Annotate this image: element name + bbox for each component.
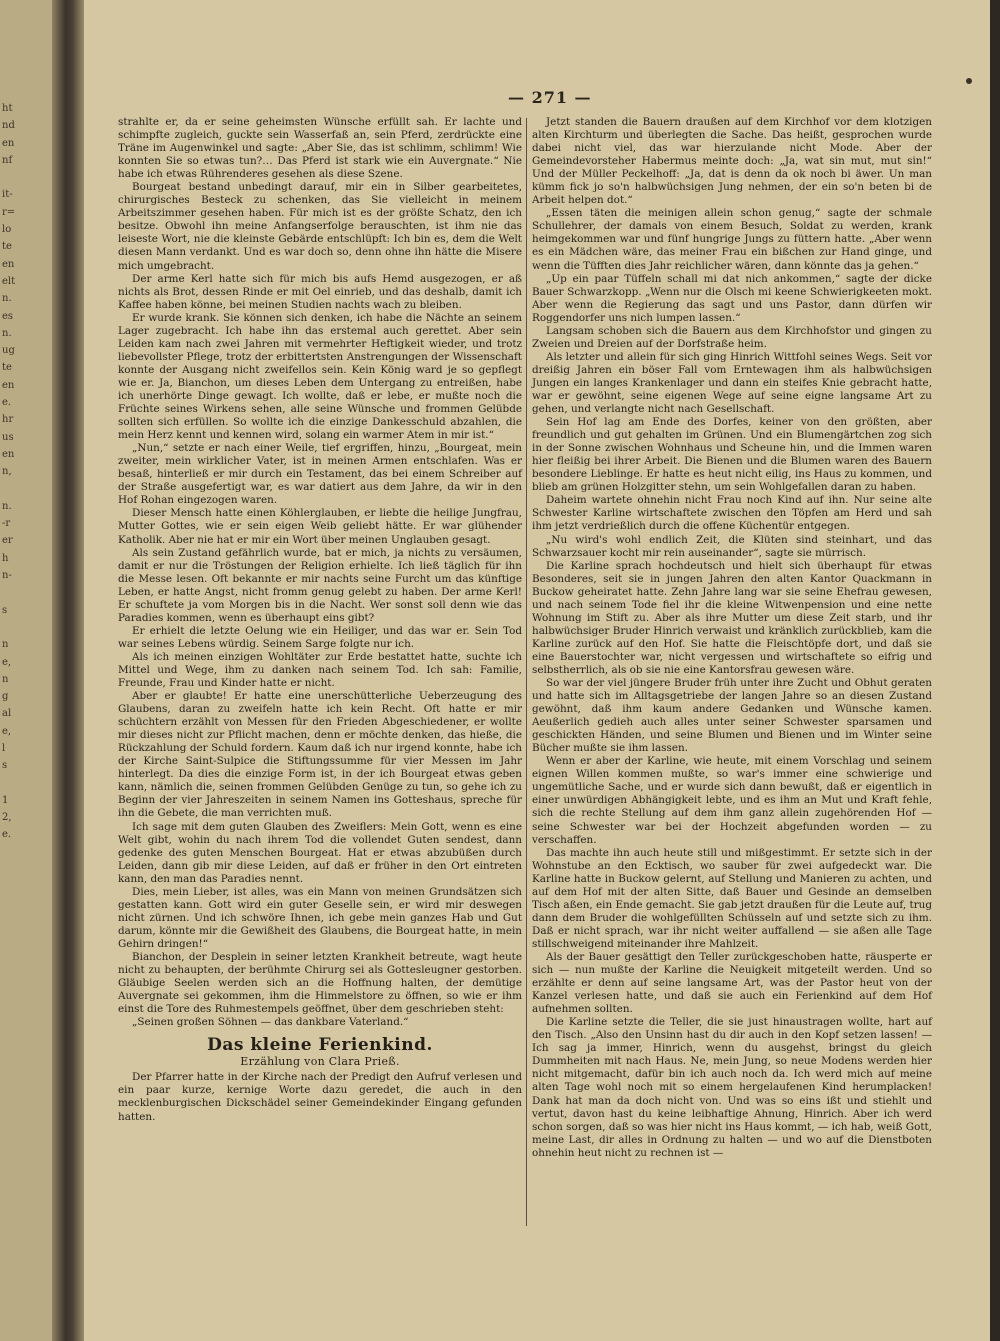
facing-page-edge <box>0 0 58 1341</box>
paragraph: Dies, mein Lieber, ist alles, was ein Mann von meinen Grundsätzen sich gestatten kann. Gott wird ein guter Geselle sein, er wird mir deswegen nicht zürnen. Und ich schwöre Ihnen, ich gebe mein ganzes Hab und Gut darum, könnte mir die Gewißheit des Glaubens, die Bourgeat hatte, in mein Gehirn dringen!“ <box>118 885 522 950</box>
paragraph: Als ich meinen einzigen Wohltäter zur Erde bestattet hatte, suchte ich Mittel und Wege, ihm zu danken nach seinem Tod. Ich sah: Familie, Freunde, Frau und Kinder hatte er nicht. <box>118 650 522 690</box>
paragraph: Bourgeat bestand unbedingt darauf, mir ein in Silber gearbeitetes, chirurgisches Besteck zu schenken, das Sie vielleicht in meinem Arbeitszimmer gesehen haben. Für mich ist es der größte Schatz, den ich besitze. Obwohl ihn meine Anfangserfolge berauschten, ist ihm nie das leiseste Wort, nie die kleinste Gebärde entschlüpft: Ich bin es, dem die Welt diesen Mann verdankt. Und es war doch so, denn ohne ihn hätte die Misere mich umgebracht. <box>118 181 522 272</box>
paragraph: Dieser Mensch hatte einen Köhlerglauben, er liebte die heilige Jungfrau, Mutter Gottes, wie er sein eigen Weib geliebt hätte. Er war glühender Katholik. Aber nie hat er mir ein Wort über meinen Unglauben gesagt. <box>118 507 522 546</box>
story-title: Das kleine Ferienkind. <box>207 1035 433 1056</box>
paragraph: Der arme Kerl hatte sich für mich bis aufs Hemd ausgezogen, er aß nichts als Brot, dessen Rinde er mit Oel einrieb, und das deshalb, damit ich Kaffee haben könne, bei meinen Studien nachts wach zu bleiben. <box>118 272 522 311</box>
paragraph: Das machte ihn auch heute still und mißgestimmt. Er setzte sich in der Wohnstube an den Ecktisch, wo sauber für zwei aufgedeckt war. Die Karline hatte in Buckow gelernt, auf Stellung und Manieren zu achten, und auf dem Hof mit der alten Sitte, daß Bauer und Gesinde an demselben Tisch aßen, ein Ende gemacht. Sie gab jetzt draußen für die Leute auf, trug dann dem Bruder die wohlgefüllten Schüsseln auf und setzte sich zu ihm. Daß er nicht sprach, war ihr nicht weiter auffallend — sie aßen alle Tage stillschweigend miteinander ihre Mahlzeit. <box>532 846 932 950</box>
paragraph: Bianchon, der Desplein in seiner letzten Krankheit betreute, wagt heute nicht zu behaupten, der berühmte Chirurg sei als Gottesleugner gestorben. Gläubige Seelen werden sich an die Hoffnung halten, der demütige Auvergnate sei gekommen, ihm die Himmelstore zu öffnen, so wie er ihm einst die Tore des Ruhmestempels geöffnet, über dem geschrieben steht: <box>118 951 522 1016</box>
paragraph: Wenn er aber der Karline, wie heute, mit einem Vorschlag und seinem eignen Willen kommen mußte, so war's immer eine schwierige und ungemütliche Sache, und er wurde sich dann bewußt, daß er eigentlich in einer unwürdigen Abhängigkeit lebte, und es ihm an Mut und Kraft fehle, sich die rechte Stellung auf dem ihm ganz allein zugehörenden Hof — seine Schwester war bei der Hochzeit abgefunden worden — zu verschaffen. <box>532 755 932 846</box>
story-byline: Erzählung von Clara Prieß. <box>240 1055 400 1069</box>
paragraph: Er erhielt die letzte Oelung wie ein Heiliger, und das war er. Sein Tod war seines Lebens würdig. Seinem Sarge folgte nur ich. <box>118 624 522 650</box>
paragraph: Aber er glaubte! Er hatte eine unerschütterliche Ueberzeugung des Glaubens, daran zu zweifeln hatte ich kein Recht. Oft hatte er mir schüchtern erzählt von Messen für den Frieden Abgeschiedener, er wollte mir dieses nicht zur Pflicht machen, denn er möchte denken, das hieße, die Rückzahlung der Schuld fordern. Kaum daß ich nur irgend konnte, habe ich der Kirche Saint-Sulpice die Stiftungssumme für vier Messen im Jahr hinterlegt. Da dies die einzige Form ist, in der ich Bourgeat etwas geben kann, nämlich die, seinen frommen Gelübden Genüge zu tun, so gehe ich zu Beginn der vier Jahreszeiten in seinem Namen ins Gotteshaus, spreche für ihn die Gebete, die man verrichten muß. <box>118 690 522 820</box>
facing-page-text-fragments: ht nd en nf it- r= lo te en elt n. es n. ug te en e. hr us en n, n. -r er h n- s n e, n g al e, l s 1 2, e. <box>2 103 16 841</box>
paragraph: „Seinen großen Söhnen — das dankbare Vaterland.“ <box>132 1016 409 1029</box>
paragraph: Ich sage mit dem guten Glauben des Zweiflers: Mein Gott, wenn es eine Welt gibt, wohin du nach ihrem Tod die vollendet Guten sendest, dann gedenke des guten Menschen Bourgeat. Hat er etwas abzubüßen durch Leiden, dann gib mir diese Leiden, auf daß er früher in den Ort eintreten kann, den man das Paradies nennt. <box>118 820 522 885</box>
book-edge <box>990 0 1000 1341</box>
left-column <box>118 116 522 1124</box>
paragraph: Die Karline setzte die Teller, die sie just hinaustragen wollte, hart auf den Tisch. „Also den Unsinn hast du dir auch in den Kopf setzen lassen! — Ich sag ja immer, Hinrich, wenn du ausgehst, bringst du gleich Dummheiten mit nach Haus. Ne, mein Jung, so neue Modens werden hier nicht mitgemacht, dafür bin ich auch noch da. Ich werd mich auf meine alten Tage wohl noch mit so einem hergelaufenen Kind herumplacken! Dank hat man da doch nicht von. Und was so eins ißt und stiehlt und vertut, davon hast du keine leibhaftige Ahnung, Hinrich. Aber ich werd schon sorgen, daß so was hier nicht ins Haus kommt, — ich hab, weiß Gott, meine Last, dir alles in Ordnung zu halten — und wo auf die Dienstboten ohnehin heut nicht zu rechnen ist — <box>532 1016 932 1159</box>
book-page <box>84 0 990 1341</box>
paragraph: „Up ein paar Tüffeln schall mi dat nich ankommen,“ sagte der dicke Bauer Schwarzkopp. „Wenn nur die Olsch mi keene Schwierigkeeten mokt. Aber wenn die Regierung das sagt und uns Pastor, dann dürfen wir Roggendorfer uns nich lumpen lassen.“ <box>532 272 932 324</box>
paragraph: „Essen täten die meinigen allein schon genug,“ sagte der schmale Schullehrer, der damals von einem Besuch, Soldat zu werden, krank heimgekommen war und fünf hungrige Jungs zu füttern hatte. „Aber wenn es ein Mädchen wäre, das meiner Frau ein bißchen zur Hand ginge, und wenn die Tüfften dies Jahr reichlicher wären, dann könnte das ja gehen.“ <box>532 207 932 272</box>
paragraph: „Nu wird's wohl endlich Zeit, die Klüten sind steinhart, und das Schwarzsauer kocht mir rein auseinander“, sagte sie mürrisch. <box>532 533 932 559</box>
paragraph: So war der viel jüngere Bruder früh unter ihre Zucht und Obhut geraten und hatte sich im Alltagsgetriebe der langen Jahre so an diesen Zustand gewöhnt, daß ihm kaum andere Gedanken und Wünsche kamen. Aeußerlich gedieh auch alles unter seiner Schwester sparsamen und geschickten Händen, und seine Blumen und Bienen und im Winter seine Bücher mußte sie ihm lassen. <box>532 677 932 755</box>
paragraph: Als letzter und allein für sich ging Hinrich Wittfohl seines Wegs. Seit vor dreißig Jahren ein böser Fall vom Erntewagen ihm als halbwüchsigen Jungen ein langes Krankenlager und dann ein steifes Knie gebracht hatte, war er gewöhnt, seine eigenen Wege auf seine eigne langsame Art zu gehen, und verlangte nicht nach Gesellschaft. <box>532 350 932 416</box>
paragraph: strahlte er, da er seine geheimsten Wünsche erfüllt sah. Er lachte und schimpfte zugleich, guckte sein Wasserfaß an, sein Pferd, zerdrückte eine Träne im Augenwinkel und sagte: „Aber Sie, das ist schlimm, schlimm! Wie konnten Sie so etwas tun?… Das Pferd ist stark wie ein Auvergnate.“ Nie habe ich etwas Rührenderes gesehen als diese Szene. <box>118 116 522 181</box>
paragraph: Daheim wartete ohnehin nicht Frau noch Kind auf ihn. Nur seine alte Schwester Karline wirtschaftete zwischen den Töpfen am Herd und sah ihm jetzt verdrießlich durch die offene Küchentür entgegen. <box>532 494 932 533</box>
column-divider <box>526 118 527 1226</box>
book-gutter <box>52 0 86 1341</box>
right-column <box>532 116 932 1160</box>
paragraph: „Nun,“ setzte er nach einer Weile, tief ergriffen, hinzu, „Bourgeat, mein zweiter, mein wirklicher Vater, ist in meinen Armen entschlafen. Was er besaß, hinterließ er mir durch ein Testament, das bei einem Schreiber auf der Straße ausgefertigt war, es war datiert aus dem Jahre, da wir in den Hof Rohan eingezogen waren. <box>118 442 522 507</box>
story-opening-paragraph: Der Pfarrer hatte in der Kirche nach der Predigt den Aufruf verlesen und ein paar kurze, kernige Worte dazu geredet, die auch in den mecklenburgischen Dickschädel seiner Gemeindekinder Eingang gefunden hatten. <box>118 1071 522 1123</box>
paragraph: Er wurde krank. Sie können sich denken, ich habe die Nächte an seinem Lager zugebracht. Ich habe ihn das erstemal auch gerettet. Aber sein Leiden kam nach zwei Jahren mit vermehrter Heftigkeit wieder, und trotz liebevollster Pflege, trotz der erbittertsten Anstrengungen der Wissenschaft konnte der Ausgang nicht zweifellos sein. Kein König ward je so gepflegt wie er. Ja, Bianchon, um dieses Leben dem Untergang zu entreißen, habe ich unerhörte Dinge gewagt. Ich wollte, daß er lebe, er mußte noch die Früchte seines Wirkens sehen, alle seine Wünsche und frommen Gelübde sollten sich erfüllen. So wollte ich die einzige Dankesschuld abzahlen, die mein Herz kennt und kennen wird, solang ein warmer Atem in mir ist.“ <box>118 311 522 442</box>
page-number: — 271 — <box>508 88 592 107</box>
paragraph: Jetzt standen die Bauern draußen auf dem Kirchhof vor dem klotzigen alten Kirchturm und überlegten die Sache. Das heißt, gesprochen wurde dabei nicht viel, das war hierzulande nicht Mode. Aber der Gemeindevorsteher Habermus meinte doch: „Ja, wat sin mut, mut sin!“ Und der Müller Peckelhoff: „Ja, dat is denn da ok noch bi äwer. Un man kümm fick jo so'n halbwüchsigen Jung nehmen, der ein so'n beten bi de Arbeit helpen dot.“ <box>532 116 932 207</box>
paragraph: Langsam schoben sich die Bauern aus dem Kirchhofstor und gingen zu Zweien und Dreien auf der Dorfstraße heim. <box>532 324 932 350</box>
paragraph: Als der Bauer gesättigt den Teller zurückgeschoben hatte, räusperte er sich — nun mußte der Karline die Neuigkeit mitgeteilt werden. Und so erzählte er denn auf seine langsame Art, was der Pastor heut von der Kanzel verlesen hatte, und daß sie auch ein Ferienkind auf dem Hof aufnehmen sollten. <box>532 951 932 1016</box>
paragraph: Sein Hof lag am Ende des Dorfes, keiner von den größten, aber freundlich und gut gehalten im Grünen. Und ein Blumengärtchen zog sich in der Sonne zwischen Wohnhaus und Scheune hin, und die Immen waren hier fleißig bei ihrer Arbeit. Die Bienen und die Blumen waren des Bauern besondere Lieblinge. Er hatte es heut nicht eilig, ins Haus zu kommen, und blieb am grünen Holzgitter stehn, um sein Wohlgefallen daran zu haben. <box>532 416 932 494</box>
ink-speck <box>966 78 972 84</box>
paragraph: Die Karline sprach hochdeutsch und hielt sich überhaupt für etwas Besonderes, seit sie in jungen Jahren den alten Kantor Quackmann in Buckow geheiratet hatte. Zehn Jahre lang war sie seine Ehefrau gewesen, und nach seinem Tode fiel ihr die kleine Witwenpension und eine nette Wohnung im Stift zu. Aber als ihre Mutter um diese Zeit starb, und ihr halbwüchsiger Bruder Hinrich verwaist und kränklich zurückblieb, kam die Karline zurück auf den Hof. Sie hatte die Fleischtöpfe dort, und daß sie eine Bauerstochter war, nicht vergessen und wirtschaftete so eifrig und selbstherrlich, als ob sie nie eine Kantorsfrau gewesen wäre. <box>532 559 932 676</box>
paragraph: Als sein Zustand gefährlich wurde, bat er mich, ja nichts zu versäumen, damit er nur die Tröstungen der Religion erhielte. Ich ließ täglich für ihn die Messe lesen. Oft bekannte er mir nachts seine Furcht um das künftige Leben, er hatte Angst, nicht fromm genug gelebt zu haben. Der arme Kerl! Er schuftete ja vom Morgen bis in die Nacht. Wer sonst soll denn wie das Paradies kommen, wenn es überhaupt eins gibt? <box>118 546 522 624</box>
